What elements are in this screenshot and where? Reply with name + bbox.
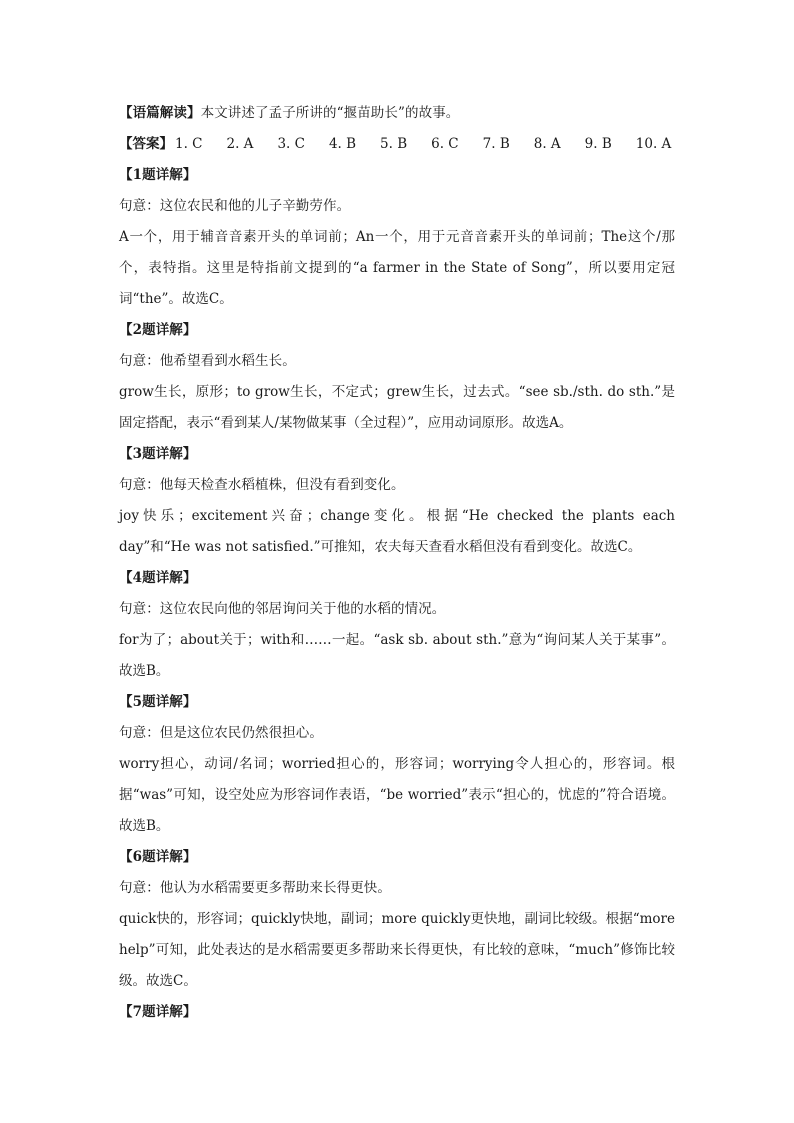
answer-item: 10. A — [635, 136, 672, 152]
reading-summary — [119, 98, 675, 129]
section-heading: 【6题详解】 — [119, 849, 197, 865]
explanation: A一个，用于辅音音素开头的单词前；An一个，用于元音音素开头的单词前；The这个/那个，表特指。这里是特指前文提到的“a farmer in the State of Song”，所以要用定冠词“the”。故选C。 — [119, 229, 675, 307]
sentence-meaning: 句意：他认为水稻需要更多帮助来长得更快。 — [119, 880, 391, 896]
sentence-meaning: 句意：但是这位农民仍然很担心。 — [119, 725, 323, 741]
answer-item: 4. B — [328, 136, 357, 152]
answer-item: 5. B — [380, 136, 408, 152]
answer-item: 9. B — [584, 136, 612, 152]
sentence-meaning: 句意：他每天检查水稻植株，但没有看到变化。 — [119, 477, 405, 493]
section-heading: 【7题详解】 — [119, 1004, 197, 1020]
answer-item: 2. A — [226, 136, 254, 152]
reading-summary-label: 【语篇解读】 — [119, 105, 201, 121]
sentence-meaning: 句意：他希望看到水稻生长。 — [119, 353, 296, 369]
section-heading: 【3题详解】 — [119, 446, 197, 462]
sentence-meaning: 句意：这位农民和他的儿子辛勤劳作。 — [119, 198, 351, 214]
explanation: grow生长，原形；to grow生长，不定式；grew生长，过去式。“see sb./sth. do sth.”是固定搭配，表示“看到某人/某物做某事（全过程）”，应用动词原形。故选A。 — [119, 384, 675, 431]
section-heading: 【1题详解】 — [119, 167, 197, 183]
explanation: quick快的，形容词；quickly快地，副词；more quickly更快地，副词比较级。根据“more help”可知，此处表达的是水稻需要更多帮助来长得更快，有比较的意味，“much”修饰比较级。故选C。 — [119, 911, 675, 989]
answer-item: 7. B — [482, 136, 510, 152]
document-page — [119, 98, 675, 1028]
sentence-meaning: 句意：这位农民向他的邻居询问关于他的水稻的情况。 — [119, 601, 446, 617]
reading-summary-text: 本文讲述了孟子所讲的“揠苗助长”的故事。 — [200, 105, 460, 121]
explanation: worry担心，动词/名词；worried担心的，形容词；worrying令人担心的，形容词。根据“was”可知，设空处应为形容词作表语，“be worried”表示“担心的，忧虑的”符合语境。故选B。 — [119, 756, 675, 834]
section-heading: 【4题详解】 — [119, 570, 197, 586]
section-heading: 【2题详解】 — [119, 322, 197, 338]
answer-key-label: 【答案】 — [119, 136, 173, 152]
answer-item: 6. C — [431, 136, 459, 152]
explanation: for为了；about关于；with和……一起。“ask sb. about sth.”意为“询问某人关于某事”。故选B。 — [119, 632, 675, 679]
answer-item: 8. A — [533, 136, 561, 152]
answer-item: 3. C — [277, 136, 305, 152]
answer-key — [119, 129, 675, 160]
section-heading: 【5题详解】 — [119, 694, 197, 710]
answer-item: 1. C — [175, 136, 203, 152]
explanation: joy快乐；excitement兴奋；change变化。根据“He checked the plants each day”和“He was not satisfied.”可推知，农夫每天查看水稻但没有看到变化。故选C。 — [119, 508, 675, 555]
